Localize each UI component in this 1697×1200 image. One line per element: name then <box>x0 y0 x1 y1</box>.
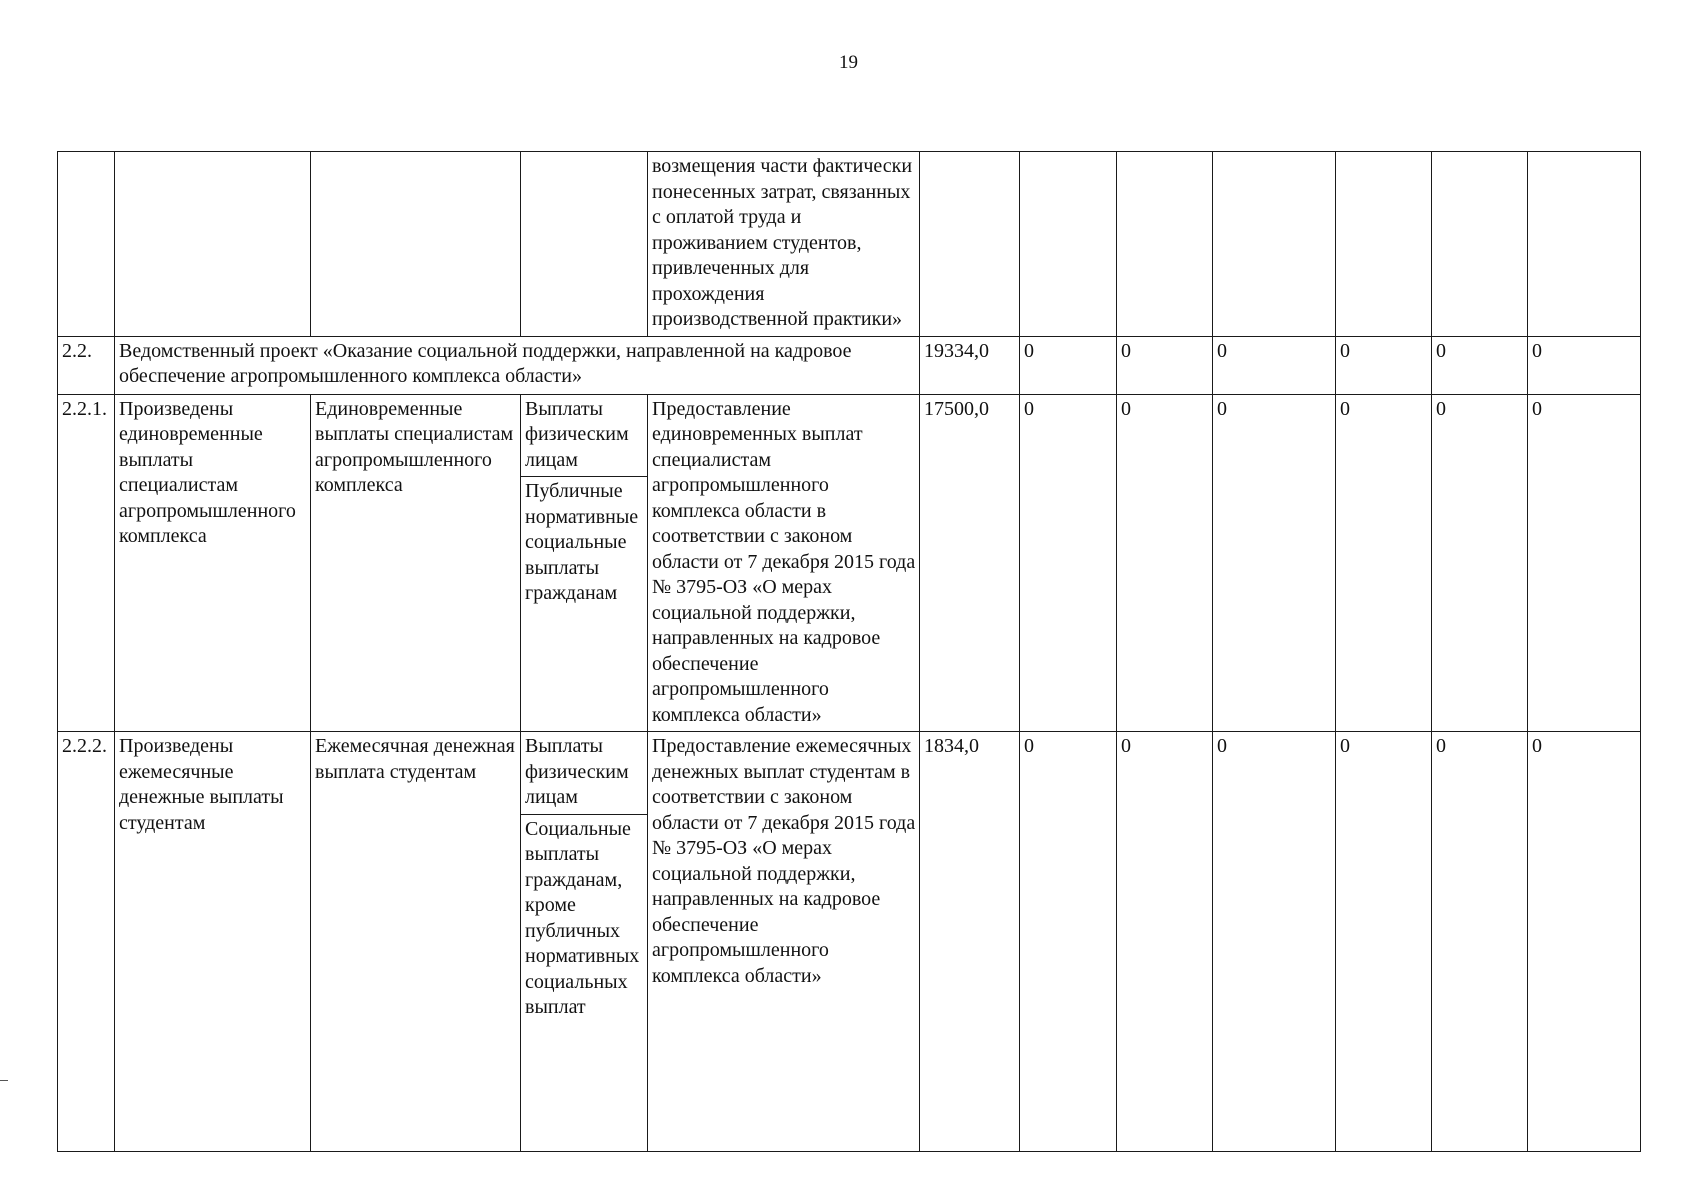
table-row <box>58 152 1641 337</box>
cell-num: 2.2. <box>58 336 115 394</box>
cell-value: 0 <box>1528 732 1641 1152</box>
cell-value: 0 <box>1432 336 1528 394</box>
cell-description: возмещения части фактически понесенных затрат, связанных с оплатой труда и проживанием студентов, привлеченных для прохождения производственной практики» <box>648 152 920 337</box>
cell-num: 2.2.1. <box>58 394 115 732</box>
project-title: Ведомственный проект «Оказание социальной поддержки, направленной на кадровое обеспечение агропромышленного комплекса области» <box>115 336 920 394</box>
cell-type <box>521 152 648 337</box>
page-number: 19 <box>839 52 858 73</box>
cell-description: Предоставление единовременных выплат специалистам агропромышленного комплекса области в соответствии с законом области от 7 декабря 2015 года № 3795-ОЗ «О мерах социальной поддержки, направленных на кадровое обеспечение агропромышленного комплекса области» <box>648 394 920 732</box>
cell-value: 0 <box>1213 336 1336 394</box>
cell-num <box>58 152 115 337</box>
cell-value: 0 <box>1213 732 1336 1152</box>
table-row <box>58 394 1641 732</box>
cell-result <box>115 152 311 337</box>
cell-type <box>521 732 648 1152</box>
cell-value: 0 <box>1213 394 1336 732</box>
cell-type <box>521 394 648 732</box>
cell-value: 0 <box>1117 732 1213 1152</box>
cell-event <box>311 152 521 337</box>
cell-value <box>1020 152 1117 337</box>
cell-value: 0 <box>1117 336 1213 394</box>
cell-value: 0 <box>1528 336 1641 394</box>
budget-table <box>57 151 1641 1152</box>
cell-value: 0 <box>1020 394 1117 732</box>
cell-description: Предоставление ежемесячных денежных выплат студентам в соответствии с законом области от 7 декабря 2015 года № 3795-ОЗ «О мерах социальной поддержки, направленных на кадровое обеспечение агропромышленного комплекса области» <box>648 732 920 1152</box>
type-item: Социальные выплаты гражданам, кроме публичных нормативных социальных выплат <box>521 814 647 1024</box>
cell-event: Единовременные выплаты специалистам агропромышленного комплекса <box>311 394 521 732</box>
cell-value <box>1336 152 1432 337</box>
cell-value: 0 <box>1432 394 1528 732</box>
cell-value: 0 <box>1528 394 1641 732</box>
cell-amount: 19334,0 <box>920 336 1020 394</box>
type-item: Выплаты физическим лицам <box>525 735 629 808</box>
table-row <box>58 336 1641 394</box>
cell-value <box>1213 152 1336 337</box>
cell-result: Произведены ежемесячные денежные выплаты студентам <box>115 732 311 1152</box>
cell-value <box>1432 152 1528 337</box>
cell-result: Произведены единовременные выплаты специалистам агропромышленного комплекса <box>115 394 311 732</box>
cell-value <box>1117 152 1213 337</box>
cell-value: 0 <box>1336 394 1432 732</box>
cell-value: 0 <box>1117 394 1213 732</box>
cell-value: 0 <box>1432 732 1528 1152</box>
cell-event: Ежемесячная денежная выплата студентам <box>311 732 521 1152</box>
type-item: Публичные нормативные социальные выплаты гражданам <box>521 476 647 610</box>
type-item: Выплаты физическим лицам <box>525 397 629 471</box>
cell-value: 0 <box>1336 336 1432 394</box>
cell-amount <box>920 152 1020 337</box>
scan-edge-mark <box>0 1080 8 1081</box>
cell-value: 0 <box>1020 732 1117 1152</box>
table-row <box>58 732 1641 1152</box>
cell-value: 0 <box>1336 732 1432 1152</box>
cell-amount: 1834,0 <box>920 732 1020 1152</box>
cell-amount: 17500,0 <box>920 394 1020 732</box>
cell-num: 2.2.2. <box>58 732 115 1152</box>
cell-value <box>1528 152 1641 337</box>
cell-value: 0 <box>1020 336 1117 394</box>
